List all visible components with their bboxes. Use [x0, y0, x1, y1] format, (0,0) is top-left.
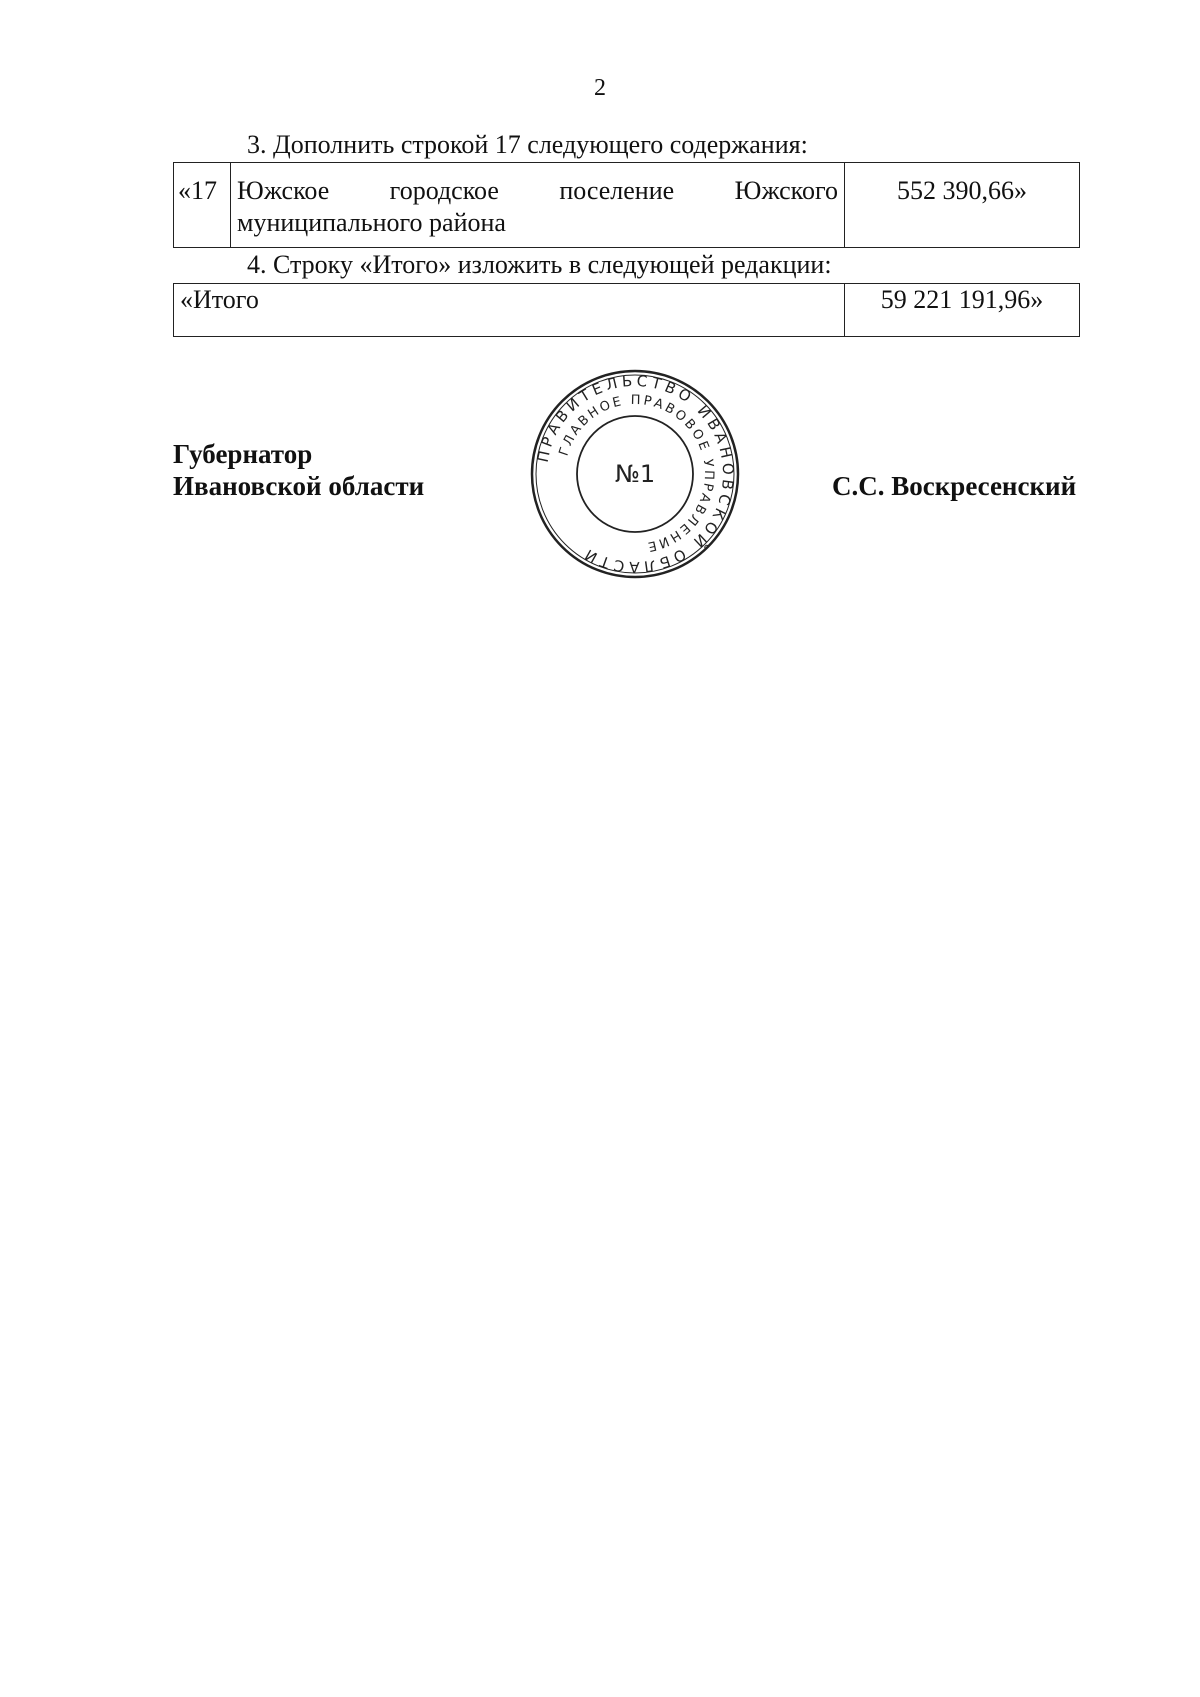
row-number-cell: «17 [174, 163, 231, 248]
total-table [173, 283, 1080, 337]
stamp-center-text: №1 [614, 460, 656, 488]
stamp-inner-text: ГЛАВНОЕ ПРАВОВОЕ УПРАВЛЕНИЕ [556, 392, 717, 555]
row-amount-cell: 552 390,66» [845, 163, 1080, 248]
signer-title [173, 438, 424, 502]
row-17-table [173, 162, 1080, 248]
official-stamp [529, 368, 741, 580]
row-name-word: Южское [237, 176, 330, 205]
total-amount-cell: 59 221 191,96» [845, 284, 1080, 337]
page-number: 2 [594, 75, 606, 101]
table-row [174, 284, 1080, 337]
row-name-line1 [237, 175, 838, 207]
table-row [174, 163, 1080, 248]
total-label-cell: «Итого [174, 284, 845, 337]
row-name-cell [231, 163, 845, 248]
signer-title-line1: Губернатор [173, 439, 313, 469]
row-name-line2: муниципального района [237, 208, 506, 237]
signer-name: С.С. Воскресенский [832, 471, 1077, 501]
signer-title-line2: Ивановской области [173, 471, 425, 501]
row-name-word: Южского [734, 176, 838, 205]
stamp-seal-icon [529, 368, 741, 580]
row-name-word: поселение [559, 176, 675, 205]
row-name-word: городское [389, 176, 499, 205]
paragraph-3: 3. Дополнить строкой 17 следующего содержания: [247, 130, 808, 159]
stamp-outer-text: ПРАВИТЕЛЬСТВО ИВАНОВСКОЙ ОБЛАСТИ [533, 371, 738, 577]
paragraph-4: 4. Строку «Итого» изложить в следующей редакции: [247, 250, 832, 279]
